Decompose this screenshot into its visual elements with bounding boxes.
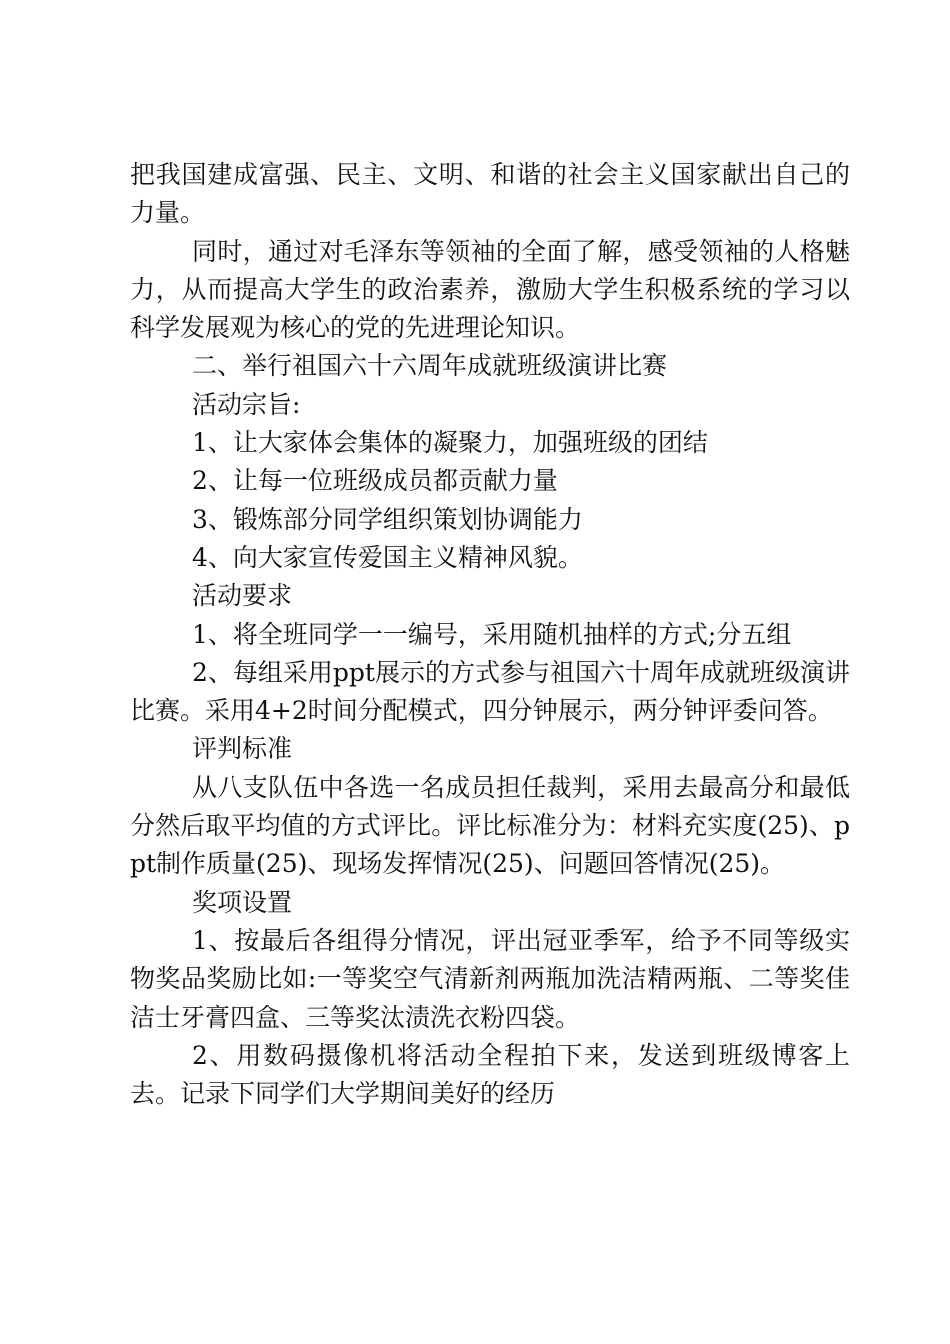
- document-body: [130, 156, 850, 1113]
- list-item-purpose-2: 2、让每一位班级成员都贡献力量: [192, 466, 558, 496]
- section-heading-speech-contest: 二、举行祖国六十六周年成就班级演讲比赛: [192, 351, 668, 381]
- list-item-purpose-1: 1、让大家体会集体的凝聚力，加强班级的团结: [192, 428, 708, 458]
- subheading-judging-criteria: 评判标准: [192, 734, 293, 764]
- subheading-awards: 奖项设置: [192, 887, 293, 917]
- subheading-activity-requirements: 活动要求: [192, 581, 293, 611]
- list-item-purpose-4: 4、向大家宣传爱国主义精神风貌。: [192, 542, 583, 572]
- paragraph-leader-charisma: 同时，通过对毛泽东等领袖的全面了解，感受领袖的人格魅力，从而提高大学生的政治素养，激励大学生积极系统的学习以科学发展观为核心的党的先进理论知识。: [130, 236, 850, 343]
- list-item-award-2: 2、用数码摄像机将活动全程拍下来，发送到班级博客上去。记录下同学们大学期间美好的经历: [130, 1040, 850, 1109]
- paragraph-judging-details: 从八支队伍中各选一名成员担任裁判，采用去最高分和最低分然后取平均值的方式评比。评比标准分为：材料充实度(25)、ppt制作质量(25)、现场发挥情况(25)、问题回答情况(25)。: [130, 772, 850, 879]
- list-item-requirement-1: 1、将全班同学一一编号，采用随机抽样的方式;分五组: [192, 619, 792, 649]
- paragraph-continuation: 把我国建成富强、民主、文明、和谐的社会主义国家献出自己的力量。: [130, 160, 850, 228]
- list-item-purpose-3: 3、锻炼部分同学组织策划协调能力: [192, 504, 583, 534]
- list-item-requirement-2: 2、每组采用ppt展示的方式参与祖国六十周年成就班级演讲比赛。采用4+2时间分配模式，四分钟展示，两分钟评委问答。: [130, 657, 850, 726]
- subheading-activity-purpose: 活动宗旨:: [192, 389, 301, 419]
- list-item-award-1: 1、按最后各组得分情况，评出冠亚季军，给予不同等级实物奖品奖励比如:一等奖空气清新剂两瓶加洗洁精两瓶、二等奖佳洁士牙膏四盒、三等奖汰渍洗衣粉四袋。: [130, 925, 850, 1032]
